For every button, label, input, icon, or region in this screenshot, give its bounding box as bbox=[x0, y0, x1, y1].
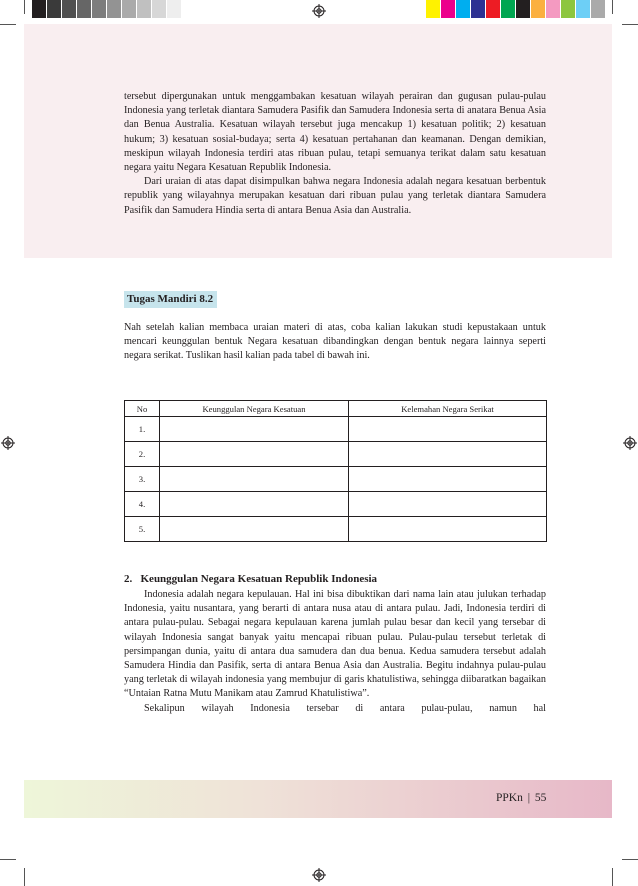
crop-mark bbox=[24, 868, 25, 886]
gray-swatch bbox=[122, 0, 137, 18]
gray-swatch bbox=[92, 0, 107, 18]
crop-mark bbox=[612, 868, 613, 886]
comparison-table bbox=[124, 400, 547, 542]
footer-separator: | bbox=[527, 792, 531, 804]
table-cell-advantage bbox=[160, 442, 349, 467]
section-body bbox=[124, 588, 546, 716]
table-cell-number: 3. bbox=[125, 467, 160, 492]
crop-mark bbox=[612, 0, 613, 14]
paragraph: Nah setelah kalian membaca uraian materi di atas, coba kalian lakukan studi kepustakaan untuk mencari keunggulan bentuk Negara kesatuan dibandingkan dengan bentuk negara lainnya seperti negara serikat. Tuslikan hasil kalian pada tabel di bawah ini. bbox=[124, 322, 546, 362]
section-heading bbox=[124, 573, 377, 585]
color-swatch bbox=[486, 0, 501, 18]
table-cell-advantage bbox=[160, 517, 349, 542]
page-number: 55 bbox=[534, 792, 547, 804]
color-swatch bbox=[516, 0, 531, 18]
table-row bbox=[125, 467, 547, 492]
table-header-cell: Kelemahan Negara Serikat bbox=[349, 401, 547, 417]
table-cell-number: 5. bbox=[125, 517, 160, 542]
table-cell-advantage bbox=[160, 417, 349, 442]
gray-swatch bbox=[77, 0, 92, 18]
task-label: Tugas Mandiri 8.2 bbox=[124, 291, 217, 308]
task-instruction bbox=[124, 321, 546, 364]
crop-mark bbox=[0, 24, 16, 25]
gray-swatch bbox=[32, 0, 47, 18]
paragraph: Indonesia adalah negara kepulauan. Hal ini bisa dibuktikan dari nama lain atau julukan terhadap Indonesia, yaitu nusantara, yang berarti di antara nusa atau di antara pulau. Jadi, Indonesia terdiri di antara pulau-pulau. Sebagai negara kepulauan karena jumlah pulau besar dan kecil yang tersebar di wilayah Indonesia sangat banyak yaitu mencapai ribuan pulau. Pulau-pulau tersebut terletak di persimpangan dunia, yaitu di antara dua samudera dan dua benua. Kedua samudera tersebut adalah Samudera Hindia dan Pasifik, serta di antara Benua Asia dan Australia. Begitu indahnya pulau-pulau yang terletak di wilayah indonesia yang membujur di garis khatulistiwa, sehingga diibaratkan bagaikan “Untaian Ratna Mutu Manikam atau Zamrud Khatulistiwa”. bbox=[124, 589, 546, 700]
table-cell-number: 4. bbox=[125, 492, 160, 517]
color-swatch bbox=[576, 0, 591, 18]
table-cell-weakness bbox=[349, 492, 547, 517]
table-header-row bbox=[125, 401, 547, 417]
paragraph: Dari uraian di atas dapat disimpulkan bahwa negara Indonesia adalah negara kesatuan berbentuk republik yang wilayahnya merupakan kesatuan dari ribuan pulau yang terletak diantara Samudera Pasifik dan Samudera Hindia serta di antara Benua Asia dan Australia. bbox=[124, 176, 546, 216]
gray-swatch bbox=[152, 0, 167, 18]
table-cell-weakness bbox=[349, 417, 547, 442]
table-cell-advantage bbox=[160, 467, 349, 492]
gray-swatch bbox=[62, 0, 77, 18]
section-number: 2. bbox=[124, 573, 133, 585]
book-title: PPKn bbox=[496, 792, 523, 804]
registration-mark-left bbox=[1, 436, 15, 450]
grayscale-color-bar bbox=[32, 0, 197, 18]
crop-mark bbox=[24, 0, 25, 14]
table-row bbox=[125, 492, 547, 517]
crop-mark bbox=[0, 859, 16, 860]
table-cell-weakness bbox=[349, 442, 547, 467]
cmyk-color-bar bbox=[426, 0, 606, 18]
paragraph: tersebut dipergunakan untuk menggambakan kesatuan wilayah perairan dan gugusan pulau-pulau Indonesia yang terletak diantara Samudera Pasifik dan Samudera Indonesia serta di anatara Benua Asia dan Benua Australia. Kesatuan wilayah tersebut juga mencakup 1) kesatuan politik; 2) kesatuan hukum; 3) kesatuan sosial-budaya; serta 4) kesatuan pertahanan dan keamanan. Dengan demikian, meskipun wilayah Indonesia terdiri atas ribuan pulau, tetapi semuanya terikat dalam satu kesatuan negara yaitu Negara Kesatuan Republik Indonesia. bbox=[124, 91, 546, 174]
color-swatch bbox=[531, 0, 546, 18]
color-swatch bbox=[546, 0, 561, 18]
table-header-cell: No bbox=[125, 401, 160, 417]
section-title: Keunggulan Negara Kesatuan Republik Indonesia bbox=[140, 573, 378, 585]
gray-swatch bbox=[137, 0, 152, 18]
crop-mark bbox=[622, 24, 638, 25]
color-swatch bbox=[426, 0, 441, 18]
table-header-cell: Keunggulan Negara Kesatuan bbox=[160, 401, 349, 417]
color-swatch bbox=[561, 0, 576, 18]
color-swatch bbox=[501, 0, 516, 18]
gray-swatch bbox=[182, 0, 197, 18]
table-cell-weakness bbox=[349, 467, 547, 492]
intro-text-block bbox=[124, 90, 546, 218]
gray-swatch bbox=[107, 0, 122, 18]
table-cell-advantage bbox=[160, 492, 349, 517]
table-cell-weakness bbox=[349, 517, 547, 542]
table-cell-number: 2. bbox=[125, 442, 160, 467]
registration-mark-bottom bbox=[312, 868, 326, 882]
registration-mark-right bbox=[623, 436, 637, 450]
table-row bbox=[125, 442, 547, 467]
page-footer bbox=[494, 792, 546, 804]
color-swatch bbox=[471, 0, 486, 18]
color-swatch bbox=[441, 0, 456, 18]
gray-swatch bbox=[167, 0, 182, 18]
table-cell-number: 1. bbox=[125, 417, 160, 442]
table-row bbox=[125, 417, 547, 442]
gray-swatch bbox=[47, 0, 62, 18]
color-swatch bbox=[591, 0, 606, 18]
paragraph: Sekalipun wilayah Indonesia tersebar di antara pulau-pulau, namun hal bbox=[144, 702, 546, 714]
registration-mark-top bbox=[312, 4, 326, 18]
crop-mark bbox=[622, 859, 638, 860]
table-row bbox=[125, 517, 547, 542]
color-swatch bbox=[456, 0, 471, 18]
